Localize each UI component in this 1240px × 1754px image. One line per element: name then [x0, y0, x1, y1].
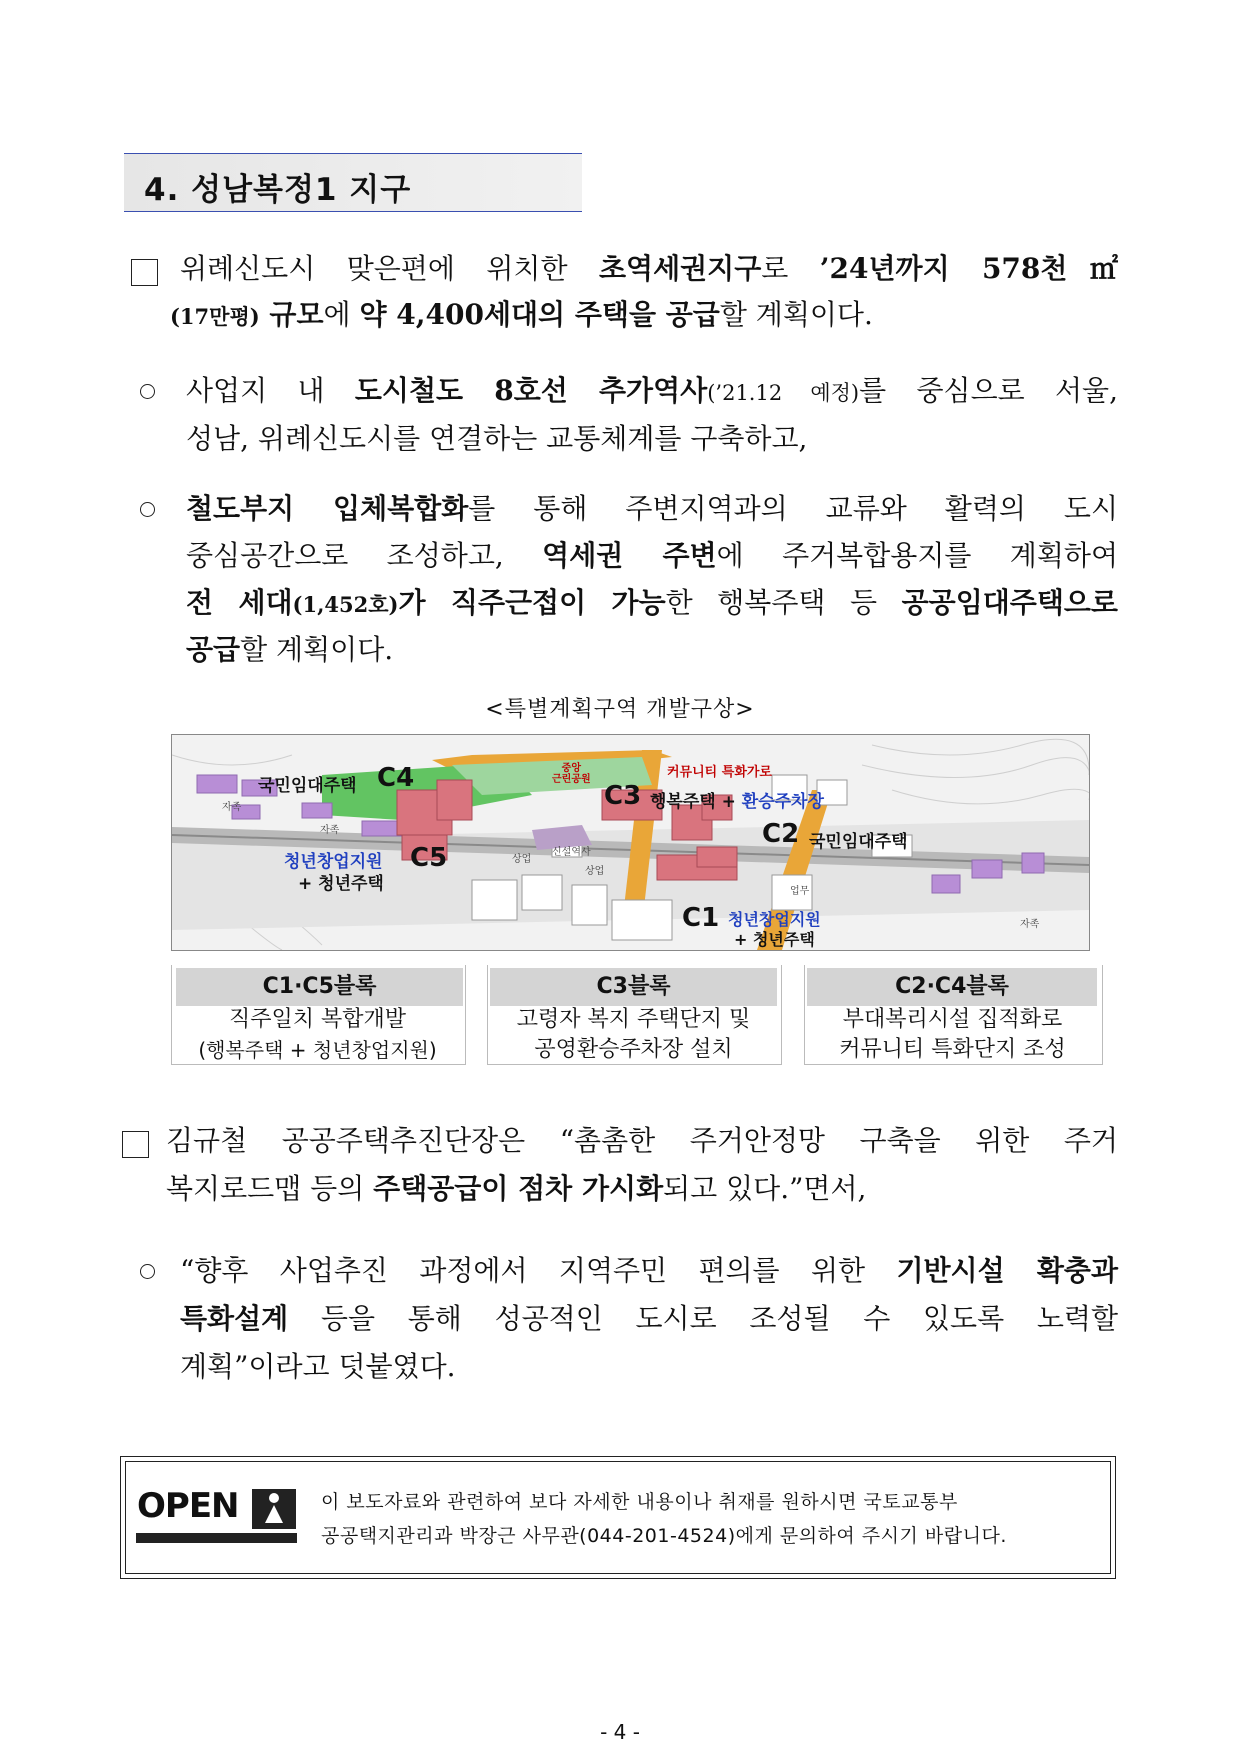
- bullet3-line2: 특화설계 등을 통해 성공적인 도시로 조성될 수 있도록 노력할: [180, 1302, 1118, 1335]
- label-comm1: 상업: [512, 854, 532, 865]
- para1-line2: (17만평) 규모에 약 4,400세대의 주택을 공급할 계획이다.: [170, 298, 873, 331]
- contact-line1: 이 보도자료와 관련하여 보다 자세한 내용이나 취재를 원하시면 국토교통부: [321, 1491, 958, 1513]
- label-c3-name: 행복주택 + 환승주차장: [650, 792, 824, 812]
- figure-caption: <특별계획구역 개발구상>: [485, 697, 755, 722]
- block-c3-line1: 고령자 복지 주택단지 및: [516, 1007, 751, 1032]
- label-comm2: 상업: [585, 866, 605, 877]
- block-c2c4-line1: 부대복리시설 집적화로: [842, 1007, 1063, 1032]
- open-license-logo: [134, 1485, 299, 1545]
- label-station: 신설역사: [552, 847, 591, 858]
- page-number: - 4 -: [600, 1720, 640, 1744]
- open-logo-text: OPEN: [137, 1486, 239, 1526]
- bullet1-line1: 사업지 내 도시철도 8호선 추가역사(’21.12 예정)를 중심으로 서울,: [186, 374, 1119, 407]
- contact-box: [120, 1456, 1116, 1579]
- para1-line1: 위례신도시 맞은편에 위치한 초역세권지구로 ’24년까지 578천㎡: [180, 252, 1119, 285]
- section-title: 4. 성남복정1 지구: [144, 172, 412, 208]
- block-c1c5-head: C1·C5블록: [176, 968, 463, 1006]
- para2-line1: 김규철 공공주택추진단장은 “촘촘한 주거안정망 구축을 위한 주거: [166, 1124, 1118, 1157]
- label-c5-name1: 청년창업지원: [284, 852, 383, 872]
- label-c4: C4: [377, 763, 415, 793]
- map-illustration: [172, 735, 1089, 950]
- label-c2: C2: [762, 819, 800, 849]
- label-office: 업무: [790, 886, 810, 897]
- checkbox-square-icon: [131, 259, 158, 286]
- bullet3-line3: 계획”이라고 덧붙였다.: [180, 1350, 456, 1383]
- label-house3: 자족: [1020, 919, 1040, 930]
- development-plan-map: [171, 734, 1090, 951]
- checkbox-square-icon: [122, 1131, 149, 1158]
- bullet-circle-icon: [140, 384, 155, 399]
- label-house1: 자족: [222, 802, 242, 813]
- bullet-circle-icon: [140, 502, 155, 517]
- bullet-circle-icon: [140, 1264, 155, 1279]
- label-c5: C5: [410, 843, 448, 873]
- block-c3-head: C3블록: [490, 968, 777, 1006]
- section-heading: [124, 153, 582, 212]
- label-c4-name: 국민임대주택: [258, 776, 357, 796]
- contact-line2: 공공택지관리과 박장근 사무관(044-201-4524)에게 문의하여 주시기 바랍니다.: [321, 1525, 1007, 1547]
- label-c1-name2: + 청년주택: [734, 930, 815, 949]
- label-c2-name: 국민임대주택: [809, 832, 908, 852]
- bullet2-line2: 중심공간으로 조성하고, 역세권 주변에 주거복합용지를 계획하여: [186, 539, 1118, 572]
- label-c1: C1: [682, 903, 720, 933]
- label-c1-name1: 청년창업지원: [728, 910, 821, 929]
- block-c2c4-head: C2·C4블록: [807, 968, 1097, 1006]
- block-c1c5-line2: (행복주택 + 청년창업지원): [198, 1038, 437, 1062]
- block-c2c4-line2: 커뮤니티 특화단지 조성: [839, 1037, 1066, 1062]
- bullet2-line1: 철도부지 입체복합화를 통해 주변지역과의 교류와 활력의 도시: [186, 492, 1118, 525]
- bullet1-line2: 성남, 위례신도시를 연결하는 교통체계를 구축하고,: [186, 422, 808, 455]
- label-park: 중앙 근린공원: [552, 763, 591, 785]
- bullet2-line4: 공급할 계획이다.: [186, 633, 394, 666]
- label-c5-name2: + 청년주택: [298, 874, 384, 894]
- label-street: 커뮤니티 특화가로: [667, 765, 772, 780]
- para2-line2: 복지로드맵 등의 주택공급이 점차 가시화되고 있다.”면서,: [166, 1172, 867, 1205]
- bullet2-line3: 전 세대(1,452호)가 직주근접이 가능한 행복주택 등 공공임대주택으로: [186, 586, 1118, 619]
- block-c1c5-line1: 직주일치 복합개발: [228, 1007, 406, 1032]
- label-house2: 자족: [320, 825, 340, 836]
- bullet3-line1: “향후 사업추진 과정에서 지역주민 편의를 위한 기반시설 확충과: [180, 1254, 1118, 1287]
- block-c3-line2: 공영환승주차장 설치: [534, 1037, 733, 1062]
- label-c3: C3: [604, 781, 642, 811]
